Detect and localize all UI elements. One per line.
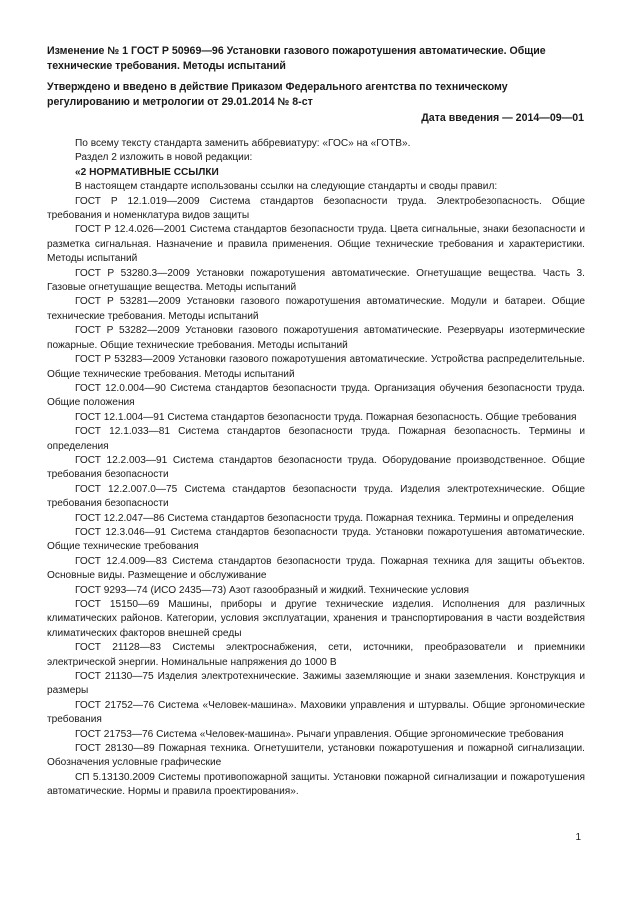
- reference-item: ГОСТ Р 53280.3—2009 Установки пожаротушения автоматические. Огнетушащие вещества. Часть 3. Газовые огнетушащие вещества. Методы испытаний: [47, 267, 585, 294]
- reference-item: ГОСТ 12.4.009—83 Система стандартов безопасности труда. Пожарная техника для защиты объектов. Основные виды. Размещение и обслуживание: [47, 555, 585, 582]
- reference-item: ГОСТ Р 12.1.019—2009 Система стандартов безопасности труда. Электробезопасность. Общие требования и номенклатура видов защиты: [47, 195, 585, 222]
- reference-item: ГОСТ 12.2.047—86 Система стандартов безопасности труда. Пожарная техника. Термины и определения: [75, 512, 574, 524]
- intro-paragraph: По всему тексту стандарта заменить аббревиатуру: «ГОС» на «ГОТВ».: [75, 138, 411, 149]
- reference-item: ГОСТ 28130—89 Пожарная техника. Огнетушители, установки пожаротушения и пожарной сигнализации. Обозначения условные графические: [47, 743, 585, 769]
- reference-item: ГОСТ Р 12.4.026—2001 Система стандартов безопасности труда. Цвета сигнальные, знаки безопасности и разметка сигнальная. Назначение и правила применения. Общие технические требования и характеристики. Методы испытаний: [47, 224, 585, 265]
- reference-item: ГОСТ 21753—76 Система «Человек-машина». Рычаги управления. Общие эргономические требования: [75, 728, 564, 740]
- approval-statement: Утверждено и введено в действие Приказом Федерального агентства по техническому регулированию и метрологии от 29.01.2014 № 8-ст: [47, 81, 508, 108]
- document-body: [47, 137, 585, 800]
- reference-item: ГОСТ 21130—75 Изделия электротехнические. Зажимы заземляющие и знаки заземления. Конструкция и размеры: [47, 671, 585, 697]
- amendment-title: Изменение № 1 ГОСТ Р 50969—96 Установки газового пожаротушения автоматические. Общие технические требования. Методы испытаний: [47, 45, 546, 72]
- reference-item: ГОСТ 12.3.046—91 Система стандартов безопасности труда. Установки пожаротушения автоматические. Общие технические требования: [47, 526, 585, 553]
- reference-item: ГОСТ 12.0.004—90 Система стандартов безопасности труда. Организация обучения безопасности труда. Общие положения: [47, 382, 585, 409]
- reference-item: ГОСТ 12.2.007.0—75 Система стандартов безопасности труда. Изделия электротехнические. Общие требования безопасности: [47, 483, 585, 510]
- reference-item: ГОСТ 12.2.003—91 Система стандартов безопасности труда. Оборудование производственное. Общие требования безопасности: [47, 454, 585, 481]
- intro-paragraph: Раздел 2 изложить в новой редакции:: [75, 152, 253, 164]
- reference-item: ГОСТ 12.1.004—91 Система стандартов безопасности труда. Пожарная безопасность. Общие требования: [75, 411, 577, 423]
- reference-item: ГОСТ 15150—69 Машины, приборы и другие технические изделия. Исполнения для различных климатических районов. Категории, условия эксплуатации, хранения и транспортирования в части воздействия климатических факторов внешней среды: [47, 599, 585, 639]
- effective-date: Дата введения — 2014—09—01: [421, 112, 584, 124]
- reference-item: ГОСТ 12.1.033—81 Система стандартов безопасности труда. Пожарная безопасность. Термины и определения: [47, 426, 585, 452]
- reference-item: ГОСТ Р 53283—2009 Установки газового пожаротушения автоматические. Устройства распределительные. Общие технические требования. Методы испытаний: [47, 354, 585, 380]
- reference-item: СП 5.13130.2009 Системы противопожарной защиты. Установки пожарной сигнализации и пожаротушения автоматические. Нормы и правила проектирования».: [47, 771, 585, 798]
- reference-item: ГОСТ 9293—74 (ИСО 2435—73) Азот газообразный и жидкий. Технические условия: [75, 584, 470, 596]
- section-title: «2 НОРМАТИВНЫЕ ССЫЛКИ: [75, 166, 219, 178]
- reference-item: ГОСТ Р 53281—2009 Установки газового пожаротушения автоматические. Модули и батареи. Общие технические требования. Методы испытаний: [47, 296, 585, 322]
- reference-item: ГОСТ Р 53282—2009 Установки газового пожаротушения автоматические. Резервуары изотермические пожарные. Общие технические требования. Методы испытаний: [47, 325, 585, 351]
- reference-item: ГОСТ 21752—76 Система «Человек-машина». Маховики управления и штурвалы. Общие эргономические требования: [47, 699, 585, 726]
- lead-paragraph: В настоящем стандарте использованы ссылки на следующие стандарты и своды правил:: [75, 181, 498, 193]
- page-number: 1: [575, 832, 581, 843]
- reference-item: ГОСТ 21128—83 Системы электроснабжения, сети, источники, преобразователи и приемники электрической энергии. Номинальные напряжения до 1000 В: [47, 642, 585, 668]
